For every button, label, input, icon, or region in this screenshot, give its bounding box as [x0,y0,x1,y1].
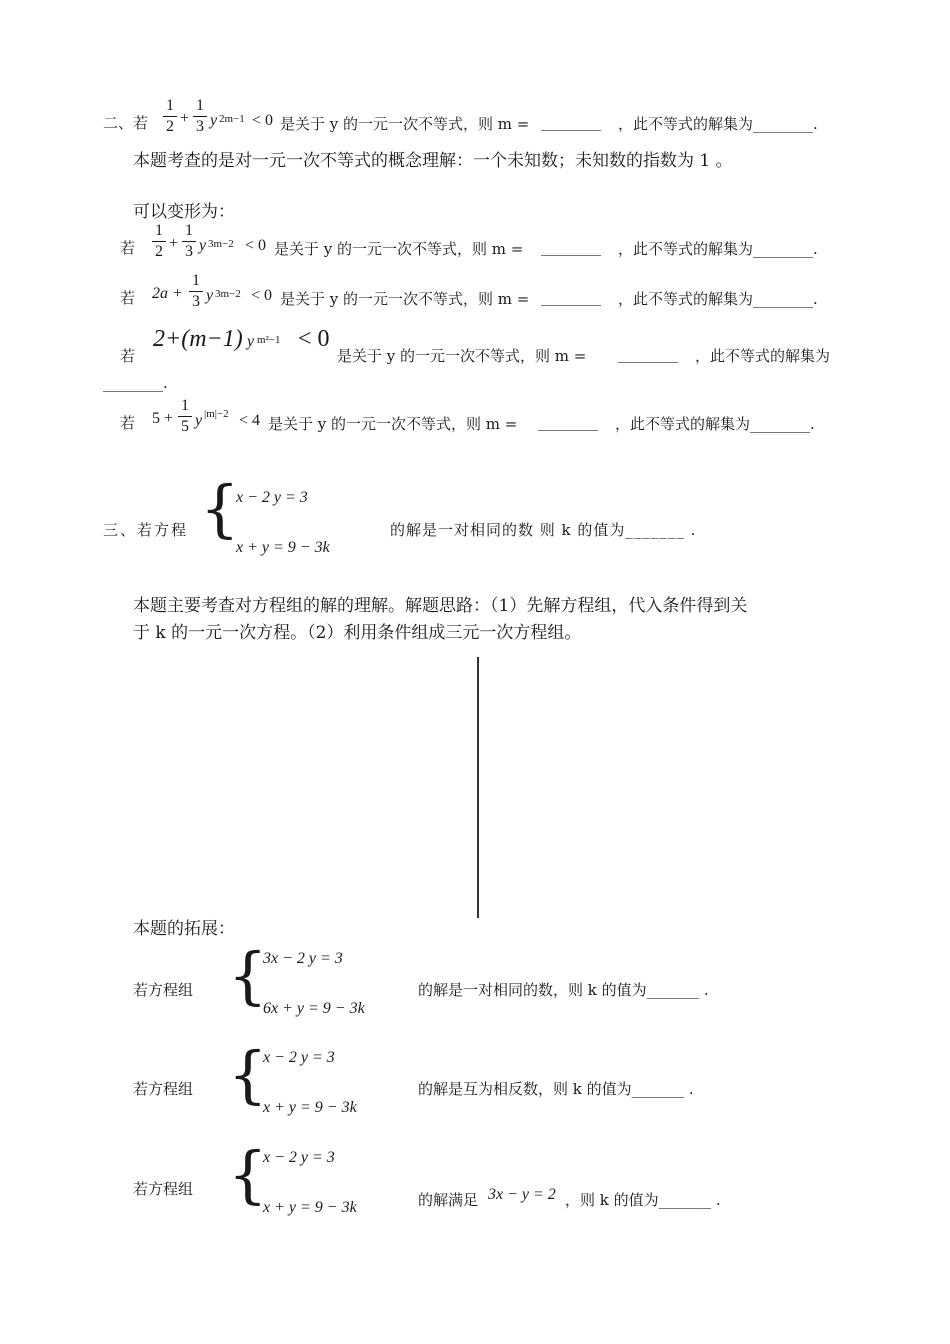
variant2-fraction: 1 3 [189,272,203,311]
q2-blank-m: ________ [541,113,601,131]
ext3-eq2: x + y = 9 − 3k [263,1199,357,1216]
ext2-label: 若方程组 [133,1080,194,1098]
ext3-label: 若方程组 [133,1180,194,1198]
variant3-exponent: m²−1 [257,334,281,346]
variant2-prefix: 若 [120,289,136,307]
vertical-divider [477,657,479,918]
variant3-prefix: 若 [120,347,136,365]
q3-eq1: x − 2 y = 3 [236,489,308,506]
variant2-blank: ________ [541,288,601,306]
variant4-prefix: 若 [120,414,136,432]
variant1-plus: + [169,235,179,252]
variant2-text-end: ，此不等式的解集为________. [618,290,818,308]
ext3-text-pre: 的解满足 [418,1191,479,1209]
variant3-inequality: < 0 [298,326,330,352]
variant3-text-end: ，此不等式的解集为 [695,347,831,365]
ext2-text: 的解是互为相反数，则 k 的值为_______ . [418,1080,694,1098]
variant2-inequality: < 0 [251,287,273,304]
ext1-eq1: 3x − 2 y = 3 [263,950,343,967]
variant1-blank: ________ [541,238,601,256]
ext3-condition: 3x − y = 2 [488,1186,556,1203]
q2-inequality: < 0 [252,112,274,129]
q2-fraction-1: 1 2 [163,97,177,136]
q2-note: 本题考查的是对一元一次不等式的概念理解：一个未知数；未知数的指数为 1 。 [133,151,733,171]
q3-note-line1: 本题主要考查对方程组的解的理解。解题思路：（1）先解方程组，代入条件得到关 [133,596,748,616]
variant4-fraction: 1 5 [178,397,192,436]
q3-note-line2: 于 k 的一元一次方程。（2）利用条件组成三元一次方程组。 [133,623,582,643]
variant3-variable: y [247,333,255,350]
variant4-blank: ________ [538,413,598,431]
variant4-lead: 5 + [152,410,174,427]
q2-exponent: 2m−1 [219,113,245,125]
q3-text: 的解是一对相同的数 则 k 的值为_______ . [390,521,697,539]
q2-variant-intro: 可以变形为： [133,202,235,222]
variant3-wrap-blank: ________. [103,374,168,392]
variant4-exponent: |m|−2 [204,408,229,420]
q3-brace: { [200,472,240,545]
ext1-label: 若方程组 [133,981,194,999]
variant3-text-mid: 是关于 y 的一元一次不等式，则 m = [337,347,587,365]
variant1-variable: y [199,237,207,254]
variant1-exponent: 3m−2 [208,238,234,250]
q3-eq2: x + y = 9 − 3k [236,539,330,556]
variant4-text-end: ，此不等式的解集为________. [615,415,815,433]
ext2-eq1: x − 2 y = 3 [263,1049,335,1066]
ext2-brace: { [228,1038,268,1111]
ext-title: 本题的拓展： [133,919,235,939]
variant4-variable: y [195,412,203,429]
variant1-prefix: 若 [120,239,136,257]
variant2-text-mid: 是关于 y 的一元一次不等式，则 m = [280,290,530,308]
variant2-lead: 2a + [152,285,183,302]
ext3-eq1: x − 2 y = 3 [263,1149,335,1166]
variant1-inequality: < 0 [245,237,267,254]
variant4-text-mid: 是关于 y 的一元一次不等式，则 m = [268,415,518,433]
ext1-text: 的解是一对相同的数，则 k 的值为_______ . [418,981,709,999]
ext1-eq2: 6x + y = 9 − 3k [263,1000,365,1017]
q2-prefix: 二、若 [103,114,149,132]
ext3-text-post: ，则 k 的值为_______ . [565,1191,721,1209]
ext3-brace: { [228,1138,268,1211]
variant3-blank: ________ [618,345,678,363]
q2-plus: + [180,110,190,127]
variant4-inequality: < 4 [239,412,261,429]
variant3-lead: 2+(m−1) [153,326,243,352]
variant1-fraction-2: 1 3 [182,222,196,261]
ext2-eq2: x + y = 9 − 3k [263,1099,357,1116]
ext1-brace: { [228,939,268,1012]
variant1-text-end: ，此不等式的解集为________. [618,240,818,258]
q2-text-end: ，此不等式的解集为________. [618,115,818,133]
q3-prefix: 三、若方程 [103,521,189,539]
q2-text-mid: 是关于 y 的一元一次不等式，则 m = [280,115,530,133]
variant2-exponent: 3m−2 [215,288,241,300]
q2-fraction-2: 1 3 [193,97,207,136]
variant1-text-mid: 是关于 y 的一元一次不等式，则 m = [274,240,524,258]
variant1-fraction-1: 1 2 [152,222,166,261]
q2-variable: y [210,112,218,129]
variant2-variable: y [206,287,214,304]
